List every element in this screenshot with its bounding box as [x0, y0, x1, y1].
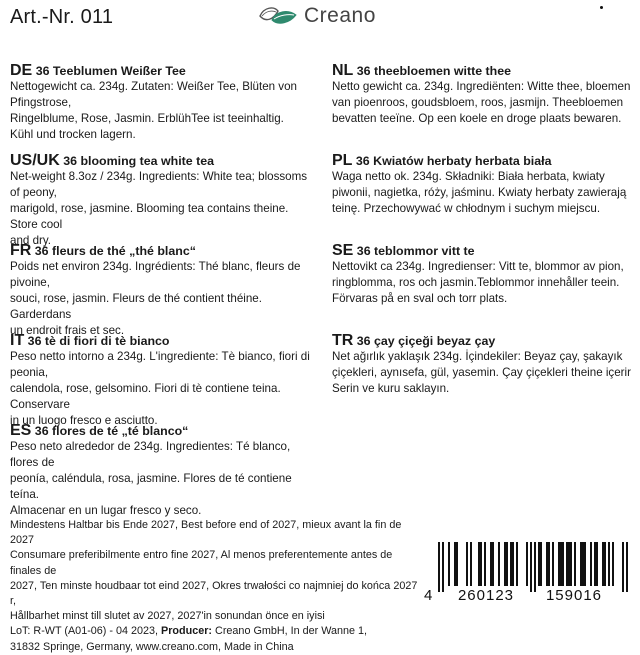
section-title: 36 teblommor vitt te	[356, 244, 475, 258]
barcode-digits-right: 159016	[545, 587, 603, 604]
barcode-bar	[530, 542, 532, 592]
barcode-bar	[510, 542, 512, 586]
section-title: 36 theebloemen witte thee	[356, 64, 512, 78]
barcode-bars	[438, 542, 628, 592]
section-fr	[10, 243, 310, 339]
barcode-bar	[584, 542, 586, 586]
barcode-bar	[570, 542, 572, 586]
section-title: 36 Kwiatów herbaty herbata biała	[355, 154, 552, 168]
barcode-bar	[612, 542, 614, 586]
barcode-bar	[480, 542, 482, 586]
barcode-bar	[516, 542, 518, 586]
section-title: 36 flores de té „té blanco“	[34, 424, 189, 438]
barcode-bar	[454, 542, 456, 586]
barcode-bar	[608, 542, 610, 586]
section-heading	[10, 333, 310, 349]
section-se	[332, 243, 632, 307]
best-before-text: Mindestens Haltbar bis Ende 2027, Best before end of 2027, mieux avant la fin de 2027 Consumare preferibilmente entro fine 2027, Al menos preferentemente antes de finales de 2027, Ten minste houdbaar tot eind 2027, Okres trwałości co najmniej do końca 2027 r, Hållbarhet minst till slutet av 2027, 2027'in sonundan önce en iyisi	[10, 519, 418, 623]
section-heading	[332, 153, 632, 169]
barcode-bar	[562, 542, 564, 586]
language-code: NL	[332, 62, 354, 79]
barcode-bar	[448, 542, 450, 586]
barcode-bar	[526, 542, 528, 586]
producer-text: Creano GmbH, In der Wanne 1, 31832 Springe, Germany, www.creano.com, Made in China	[10, 625, 368, 653]
barcode-bar	[596, 542, 598, 586]
section-us-uk	[10, 153, 310, 249]
barcode-bar	[580, 542, 582, 586]
section-title: 36 tè di fiori di tè bianco	[27, 334, 170, 348]
barcode-bar	[540, 542, 542, 586]
language-code: US/UK	[10, 152, 60, 169]
section-heading	[332, 333, 632, 349]
barcode-bar	[568, 542, 570, 586]
barcode-bar	[512, 542, 514, 586]
section-pl	[332, 153, 632, 217]
barcode-bar	[478, 542, 480, 586]
printer-mark	[600, 6, 603, 9]
language-code: SE	[332, 242, 354, 259]
barcode-bar	[498, 542, 500, 586]
section-es	[10, 423, 310, 519]
section-heading	[10, 153, 310, 169]
barcode-bar	[604, 542, 606, 586]
barcode-bar	[626, 542, 628, 592]
barcode-bar	[534, 542, 536, 592]
barcode-bar	[538, 542, 540, 586]
section-text: Nettogewicht ca. 234g. Zutaten: Weißer Tee, Blüten von Pfingstrose, Ringelblume, Rose, Jasmin. ErblühTee ist teeinhaltig. Kühl und trocken lagern.	[10, 80, 298, 141]
barcode-bar	[466, 542, 468, 586]
barcode-bar	[546, 542, 548, 586]
section-text: Netto gewicht ca. 234g. Ingrediënten: Witte thee, bloemen van pioenroos, goudsbloem, roos, jasmijn. Theebloemen bevatten teeïne. Op een koele en droge plaats bewaren.	[332, 80, 631, 125]
producer-label: Producer:	[161, 625, 213, 638]
ean-barcode	[424, 542, 630, 602]
section-heading	[10, 423, 310, 439]
barcode-bar	[602, 542, 604, 586]
section-text: Nettovikt ca 234g. Ingredienser: Vitt te, blommor av pion, ringblomma, ros och jasmin.Teblommor innehåller teein. Förvaras på en sval och torr plats.	[332, 260, 624, 305]
barcode-bar	[558, 542, 560, 586]
section-nl	[332, 63, 632, 127]
section-title: 36 fleurs de thé „thé blanc“	[34, 244, 196, 258]
barcode-digit-first: 4	[424, 587, 433, 604]
barcode-bar	[504, 542, 506, 586]
barcode-bar	[590, 542, 592, 586]
section-heading	[332, 243, 632, 259]
leaf-logo-icon	[258, 5, 298, 27]
section-tr	[332, 333, 632, 397]
barcode-bar	[582, 542, 584, 586]
barcode-bar	[594, 542, 596, 586]
barcode-bar	[438, 542, 440, 592]
language-code: FR	[10, 242, 32, 259]
brand-name: Creano	[304, 4, 376, 27]
section-text: Net ağırlık yaklaşık 234g. İçindekiler: Beyaz çay, şakayık çiçekleri, aynısefa, gül, yasemin. Çay çiçekleri theine içerir Serin ve kuru saklayın.	[332, 350, 631, 395]
section-text: Waga netto ok. 234g. Składniki: Biała herbata, kwiaty piwonii, nagietka, róży, jaśminu. Kwiaty herbaty zawierają teinę. Przechowywać w chłodnym i suchym miejscu.	[332, 170, 627, 215]
language-code: PL	[332, 152, 353, 169]
section-heading	[332, 63, 632, 79]
brand-logo	[258, 4, 376, 28]
barcode-bar	[552, 542, 554, 586]
barcode-bar	[470, 542, 472, 586]
section-it	[10, 333, 310, 429]
barcode-bar	[506, 542, 508, 586]
barcode-bar	[548, 542, 550, 586]
section-text: Poids net environ 234g. Ingrédients: Thé blanc, fleurs de pivoine, souci, rose, jasmin. Fleurs de thé contient théine. Garderdans un endroit frais et sec.	[10, 260, 301, 337]
section-de	[10, 63, 310, 143]
barcode-bar	[442, 542, 444, 592]
barcode-bar	[560, 542, 562, 586]
language-code: DE	[10, 62, 33, 79]
section-text: Net-weight 8.3oz / 234g. Ingredients: White tea; blossoms of peony, marigold, rose, jasmine. Blooming tea contains theine. Store cool and dry.	[10, 170, 308, 247]
language-code: IT	[10, 332, 25, 349]
barcode-digits-left: 260123	[457, 587, 515, 604]
barcode-bar	[484, 542, 486, 586]
section-text: Peso neto alrededor de 234g. Ingredientes: Té blanco, flores de peonía, caléndula, rosa, jasmine. Flores de té contiene teína. Almacenar en un lugar fresco y seco.	[10, 440, 292, 517]
barcode-bar	[566, 542, 568, 586]
article-number: Art.-Nr. 011	[10, 6, 114, 28]
barcode-bar	[622, 542, 624, 592]
language-code: ES	[10, 422, 32, 439]
section-text: Peso netto intorno a 234g. L'ingrediente: Tè bianco, fiori di peonia, calendola, rose, gelsomino. Fiori di tè contiene teina. Conservare in un luogo fresco e asciutto.	[10, 350, 310, 427]
barcode-bar	[492, 542, 494, 586]
language-code: TR	[332, 332, 354, 349]
legal-footer	[10, 518, 418, 655]
section-title: 36 blooming tea white tea	[63, 154, 215, 168]
barcode-bar	[574, 542, 576, 586]
section-heading	[10, 63, 310, 79]
section-title: 36 çay çiçeği beyaz çay	[356, 334, 496, 348]
section-heading	[10, 243, 310, 259]
barcode-bar	[456, 542, 458, 586]
barcode-bar	[490, 542, 492, 586]
lot-text: LoT: R-WT (A01-06) - 04 2023,	[10, 625, 162, 638]
section-title: 36 Teeblumen Weißer Tee	[35, 64, 186, 78]
